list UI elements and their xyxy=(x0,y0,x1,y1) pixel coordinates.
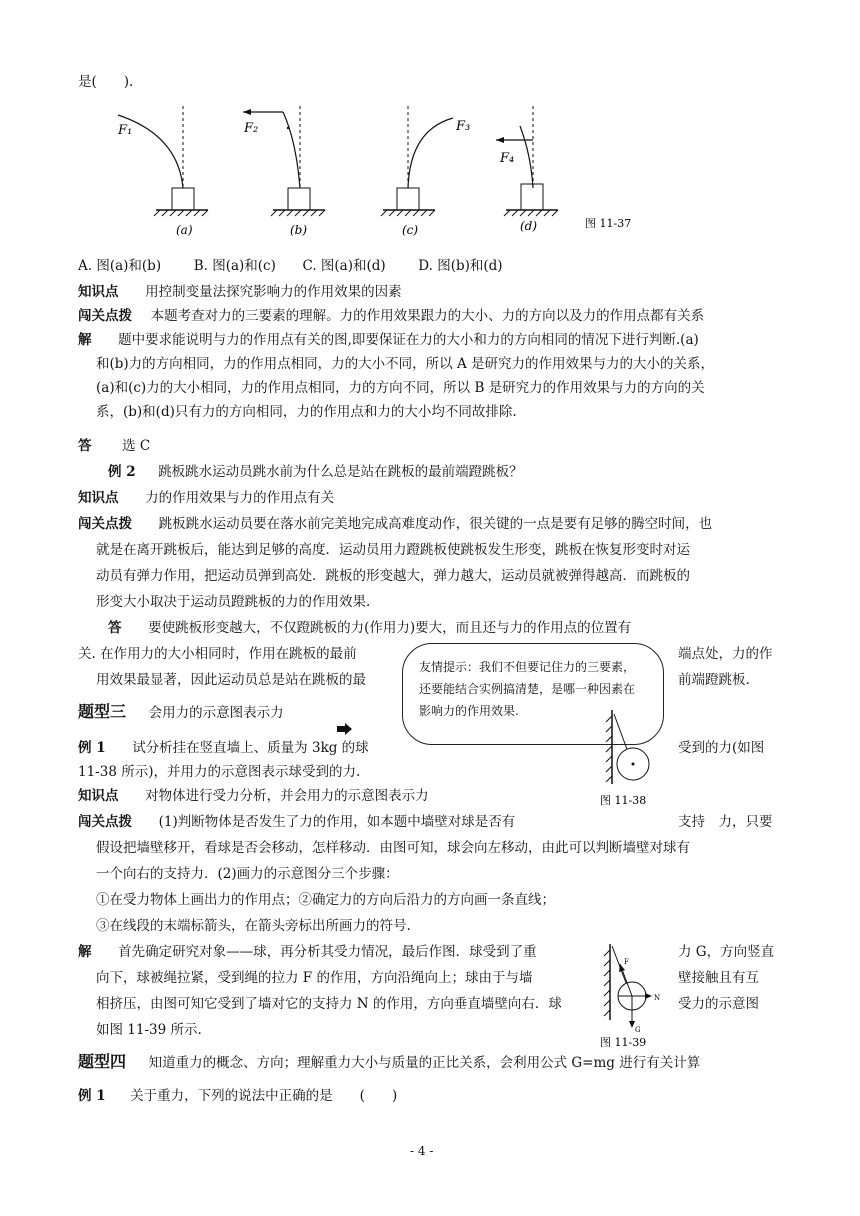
ex3-solution-line-3-right: 受力的示意图 xyxy=(678,996,759,1012)
force-label-f: F xyxy=(624,958,629,966)
ex3-solution-line-2: 向下，球被绳拉紧，受到绳的拉力 F 的作用，方向沿绳向上；球由于与墙 xyxy=(96,970,533,986)
section-4-title: 题型四 xyxy=(78,1052,127,1071)
sol-label: 解 xyxy=(78,944,92,960)
kp-text: 力的作用效果与力的作用点有关 xyxy=(145,490,335,506)
force-label-f4: F₄ xyxy=(500,151,515,166)
sol-text-1: 首先确定研究对象——球，再分析其受力情况，最后作图．球受到了重 xyxy=(118,944,537,960)
tip-text: 本题考查对力的三要素的理解。力的作用效果跟力的大小、力的方向以及力的作用点都有关系 xyxy=(150,308,705,324)
ex4-label: 例 1 xyxy=(78,1088,106,1104)
ex2-answer-line-2-right: 端点处，力的作 xyxy=(678,646,773,662)
sub-label-b: (b) xyxy=(290,223,308,237)
force-label-f2: F₂ xyxy=(244,121,259,136)
ex2-knowledge-point xyxy=(78,488,334,508)
ex3-solution-line-1 xyxy=(78,942,537,962)
ex2-answer-line-1 xyxy=(108,618,631,638)
ex3-solution-line-1-right: 力 G，方向竖直 xyxy=(678,944,775,960)
ex4-question xyxy=(78,1086,397,1106)
ex3-knowledge-point xyxy=(78,786,429,806)
intro-text: 是( ). xyxy=(78,74,134,90)
kp-text: 对物体进行受力分析，并会用力的示意图表示力 xyxy=(145,788,429,804)
kp-label: 知识点 xyxy=(78,284,119,300)
ex1-solution-line-1 xyxy=(78,330,699,350)
kp-text: 用控制变量法探究影响力的作用效果的因素 xyxy=(145,284,402,300)
option-a: A. 图(a)和(b) xyxy=(78,258,162,274)
ex3-line-1-text: 试分析挂在竖直墙上、质量为 3kg 的球 xyxy=(132,740,369,756)
kp-label: 知识点 xyxy=(78,788,119,804)
ans-text-1: 要使跳板形变越大，不仅蹬跳板的力(作用力)要大，而且还与力的作用点的位置有 xyxy=(148,620,632,636)
ex3-solution-line-4: 如图 11-39 所示. xyxy=(96,1022,202,1038)
ex3-tip-line-1-right: 支持 力，只要 xyxy=(678,814,773,830)
diagram-a xyxy=(117,106,208,237)
ans-label: 答 xyxy=(78,438,92,454)
ex3-tip-line-4: ①在受力物体上画出力的作用点；②确定力的方向后沿力的方向画一条直线； xyxy=(96,892,555,908)
figure-caption-11-38: 图 11-38 xyxy=(600,794,647,807)
tip-text-1: (1)判断物体是否发生了力的作用，如本题中墙壁对球是否有 xyxy=(158,814,516,830)
ex1-solution-line-3: (a)和(c)力的大小相同，力的作用点相同，力的方向不同，所以 B 是研究力的作用效果与力的方向的关 xyxy=(96,380,705,396)
ex2-label: 例 2 xyxy=(108,464,136,480)
section-4-text: 知道重力的概念、方向；理解重力大小与质量的正比关系，会利用公式 G=mg 进行有关计算 xyxy=(148,1055,701,1071)
ex3-solution-line-2-right: 壁接触且有互 xyxy=(678,970,759,986)
figure-11-38 xyxy=(598,706,668,816)
ex1-solution-line-4: 系，(b)和(d)只有力的方向相同，力的作用点和力的大小均不同故排除. xyxy=(96,404,517,420)
ex2-question-text: 跳板跳水运动员跳水前为什么总是站在跳板的最前端蹬跳板？ xyxy=(158,464,523,480)
ex1-solution-line-2: 和(b)力的方向相同，力的作用点相同，力的大小不同，所以 A 是研究力的作用效果与力的大小的关系， xyxy=(96,356,715,372)
force-label-f1: F₁ xyxy=(118,123,133,138)
ex2-answer-line-2-left: 关. 在作用力的大小相同时，作用在跳板的最前 xyxy=(78,646,357,662)
ex2-answer-line-3-left: 用效果最显著，因此运动员总是站在跳板的最 xyxy=(96,672,366,688)
tip-label: 闯关点拨 xyxy=(78,516,132,532)
ans-text: 选 C xyxy=(122,438,151,454)
ex2-answer-line-3-right: 前端蹬跳板. xyxy=(678,672,750,688)
section-3-heading xyxy=(78,702,284,723)
section-3-text: 会用力的示意图表示力 xyxy=(148,705,284,721)
sol-label: 解 xyxy=(78,332,92,348)
ans-label: 答 xyxy=(108,620,122,636)
force-label-n: N xyxy=(654,994,661,1002)
ex2-question xyxy=(108,462,523,482)
force-label-f3: F₃ xyxy=(456,119,471,134)
ex3-tip-line-1 xyxy=(78,812,515,832)
page-number: - 4 - xyxy=(410,1144,434,1158)
diagram-c xyxy=(381,106,470,237)
figure-caption-11-37: 图 11-37 xyxy=(585,217,632,230)
ex3-line-1-right: 受到的力(如图 xyxy=(678,740,765,756)
ex2-tip-line-3: 动员有弹力作用，把运动员弹到高处．跳板的形变越大，弹力越大，运动员就被弹得越高．而跳板的 xyxy=(96,568,690,584)
force-label-g: G xyxy=(635,1026,641,1034)
figure-11-39 xyxy=(598,940,668,1050)
ex4-text: 关于重力，下列的说法中正确的是 ( ) xyxy=(130,1088,398,1104)
kp-label: 知识点 xyxy=(78,490,119,506)
sub-label-d: (d) xyxy=(520,219,538,233)
arrow-right-icon xyxy=(336,722,354,736)
tip-label: 闯关点拨 xyxy=(78,814,132,830)
option-c: C. 图(a)和(d) xyxy=(302,258,386,274)
figure-11-37 xyxy=(108,100,668,248)
ex3-line-2: 11-38 所示)，并用力的示意图表示球受到的力. xyxy=(78,764,361,780)
friendly-tip-text: 友情提示：我们不但要记住力的三要素，还要能结合实例搞清楚，是哪一种因素在影响力的作用效果. xyxy=(419,660,636,718)
section-3-title: 题型三 xyxy=(78,702,127,721)
ex2-tip-line-4: 形变大小取决于运动员蹬跳板的力的作用效果. xyxy=(96,594,371,610)
options-row xyxy=(78,256,503,276)
ex3-label: 例 1 xyxy=(78,740,106,756)
section-4-heading xyxy=(78,1052,700,1073)
ex2-tip-line-1 xyxy=(78,514,712,534)
ex3-tip-line-2: 假设把墙壁移开，看球是否会移动，怎样移动．由图可知，球会向左移动，由此可以判断墙壁对球有 xyxy=(96,840,690,856)
ex3-tip-line-5: ③在线段的末端标箭头，在箭头旁标出所画力的符号. xyxy=(96,918,411,934)
tip-text-1: 跳板跳水运动员要在落水前完美地完成高难度动作，很关键的一点是要有足够的腾空时间，也 xyxy=(158,516,713,532)
ex1-answer xyxy=(78,436,150,456)
ex3-line-1 xyxy=(78,738,369,758)
tip-label: 闯关点拨 xyxy=(78,308,132,324)
ex2-tip-line-2: 就是在离开跳板后，能达到足够的高度．运动员用力蹬跳板使跳板发生形变，跳板在恢复形变时对运 xyxy=(96,542,690,558)
sub-label-c: (c) xyxy=(402,223,419,237)
diagram-d xyxy=(496,106,558,233)
sub-label-a: (a) xyxy=(176,223,193,237)
ex3-solution-line-3: 相挤压，由图可知它受到了墙对它的支持力 N 的作用，方向垂直墙壁向右．球 xyxy=(96,996,562,1012)
figure-caption-11-39: 图 11-39 xyxy=(600,1036,647,1049)
option-d: D. 图(b)和(d) xyxy=(418,258,503,274)
option-b: B. 图(a)和(c) xyxy=(193,258,276,274)
diagram-b xyxy=(243,106,325,237)
ex3-tip-line-3: 一个向右的支持力．(2)画力的示意图分三个步骤： xyxy=(96,866,399,882)
ex1-tip xyxy=(78,306,704,326)
sol-text-1: 题中要求能说明与力的作用点有关的图,即要保证在力的大小和力的方向相同的情况下进行判断.(a) xyxy=(118,332,699,348)
ex1-knowledge-point xyxy=(78,282,402,302)
